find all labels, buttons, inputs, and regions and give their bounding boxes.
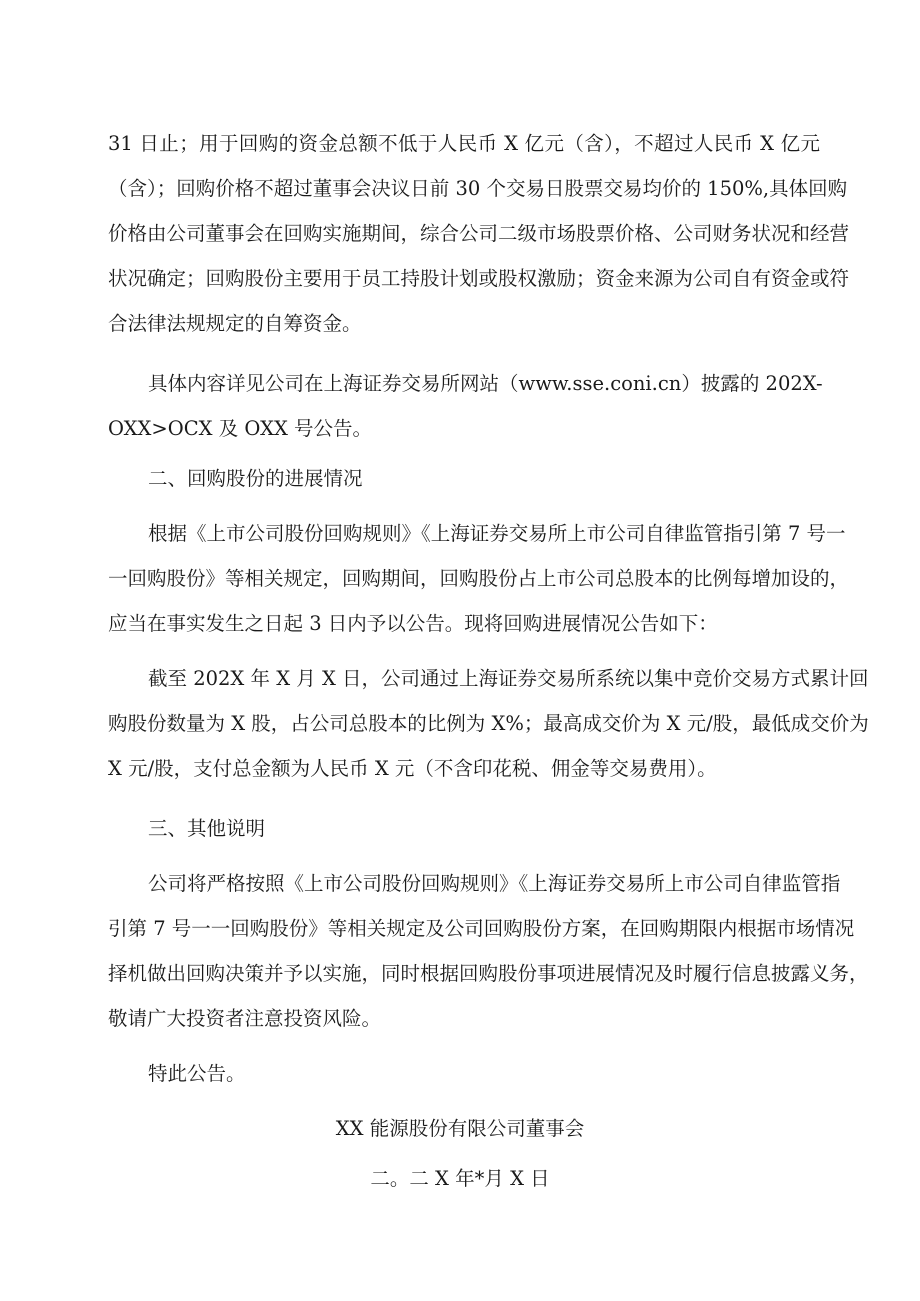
paragraph-2-line-2: OXX>OCX 及 OXX 号公告。 — [108, 417, 373, 440]
paragraph-3-line-3: 应当在事实发生之日起 3 日内予以公告。现将回购进展情况公告如下： — [108, 612, 718, 635]
paragraph-5-line-4: 敬请广大投资者注意投资风险。 — [108, 1007, 382, 1030]
paragraph-1-line-1: 31 日止；用于回购的资金总额不低于人民币 X 亿元（含），不超过人民币 X 亿元 — [108, 132, 820, 155]
closing-remark: 特此公告。 — [148, 1062, 246, 1085]
paragraph-4-line-3: X 元/股，支付总金额为人民币 X 元（不含印花税、佣金等交易费用）。 — [108, 757, 717, 780]
paragraph-1-line-3: 价格由公司董事会在回购实施期间，综合公司二级市场股票价格、公司财务状况和经营 — [108, 222, 850, 245]
section-2-heading: 二、回购股份的进展情况 — [148, 467, 363, 490]
paragraph-5-line-3: 择机做出回购决策并予以实施，同时根据回购股份事项进展情况及时履行信息披露义务， — [108, 962, 869, 985]
paragraph-3-line-2: 一回购股份》等相关规定，回购期间，回购股份占上市公司总股本的比例每增加设的， — [108, 567, 850, 590]
paragraph-1-line-4: 状况确定；回购股份主要用于员工持股计划或股权激励；资金来源为公司自有资金或符 — [108, 267, 850, 290]
signature-company: XX 能源股份有限公司董事会 — [335, 1117, 585, 1140]
paragraph-1-line-5: 合法律法规规定的自筹资金。 — [108, 312, 362, 335]
paragraph-4-line-1: 截至 202X 年 X 月 X 日，公司通过上海证券交易所系统以集中竞价交易方式累计回 — [148, 667, 869, 690]
paragraph-4-line-2: 购股份数量为 X 股，占公司总股本的比例为 X%；最高成交价为 X 元/股，最低成交价为 — [108, 712, 869, 735]
paragraph-3-line-1: 根据《上市公司股份回购规则》《上海证券交易所上市公司自律监管指引第 7 号一 — [148, 522, 846, 545]
paragraph-2-line-1: 具体内容详见公司在上海证券交易所网站（www.sse.coni.cn）披露的 202X- — [148, 372, 823, 395]
section-3-heading: 三、其他说明 — [148, 817, 266, 840]
paragraph-5-line-2: 引第 7 号一一回购股份》等相关规定及公司回购股份方案，在回购期限内根据市场情况 — [108, 917, 855, 940]
paragraph-1-line-2: （含）；回购价格不超过董事会决议日前 30 个交易日股票交易均价的 150%,具体回购 — [108, 177, 848, 200]
paragraph-5-line-1: 公司将严格按照《上市公司股份回购规则》《上海证券交易所上市公司自律监管指 — [148, 872, 841, 895]
signature-date: 二。二 X 年*月 X 日 — [370, 1167, 550, 1190]
